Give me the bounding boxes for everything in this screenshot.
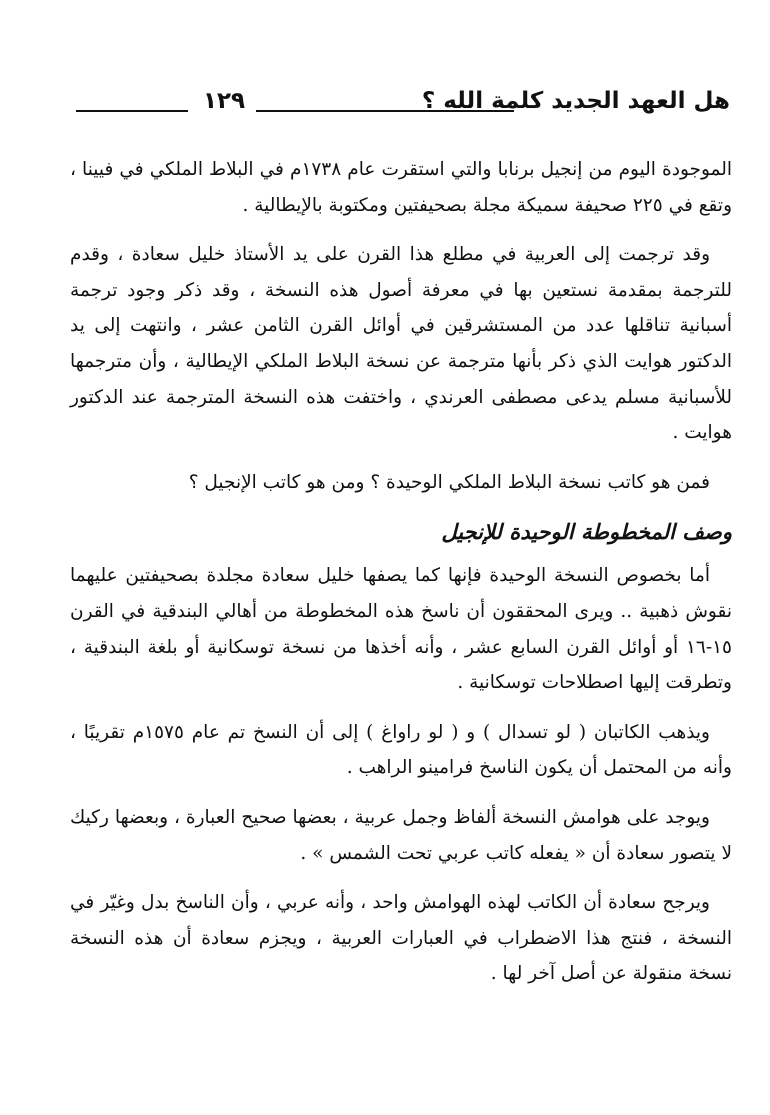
section-heading: وصف المخطوطة الوحيدة للإنجيل bbox=[441, 520, 732, 545]
header-rule-long bbox=[256, 110, 514, 112]
page-number: ١٢٩ bbox=[202, 88, 246, 114]
page-body bbox=[70, 152, 732, 1006]
paragraph-margins: ويوجد على هوامش النسخة ألفاظ وجمل عربية ، بعضها صحيح العبارة ، وبعضها ركيك لا يتصور سعادة أن « يفعله كاتب عربي تحت الشمس » . bbox=[70, 806, 732, 864]
paragraph-continuation: الموجودة اليوم من إنجيل برنابا والتي استقرت عام ١٧٣٨م في البلاط الملكي في فيينا ، وتقع في ٢٢٥ صحيفة سميكة مجلة بصحيفتين ومكتوبة بالإيطالية . bbox=[70, 159, 732, 216]
running-title: هل العهد الجديد كلمة الله ؟ bbox=[421, 88, 730, 114]
paragraph-translation: وقد ترجمت إلى العربية في مطلع هذا القرن على يد الأستاذ خليل سعادة ، وقدم للترجمة بمقدمة نستعين بها في معرفة أصول هذه النسخة ، وقد ذكر وجود ترجمة أسبانية تناقلها عدد من المستشرقين في أوائل القرن الثامن عشر ، وانتهت إلى يد الدكتور هوايت الذي ذكر بأنها مترجمة عن نسخة البلاط الملكي الإيطالية ، وأن مترجمها للأسبانية مسلم يدعى مصطفى العرندي ، واختفت هذه النسخة المترجمة عند الدكتور هوايت . bbox=[70, 244, 732, 444]
paragraph-dating: ويذهب الكاتبان ( لو تسدال ) و ( لو راواغ ) إلى أن النسخ تم عام ١٥٧٥م تقريبًا ، وأنه من المحتمل أن يكون الناسخ فرامينو الراهب . bbox=[70, 721, 732, 779]
header-rule-short bbox=[76, 110, 188, 112]
paragraph-question: فمن هو كاتب نسخة البلاط الملكي الوحيدة ؟ ومن هو كاتب الإنجيل ؟ bbox=[188, 471, 710, 493]
paragraph-conclusion: ويرجح سعادة أن الكاتب لهذه الهوامش واحد ، وأنه عربي ، وأن الناسخ بدل وغيّر في النسخة ، فنتج هذا الاضطراب في العبارات العربية ، ويجزم سعادة أن هذه النسخة نسخة منقولة عن أصل آخر لها . bbox=[70, 892, 732, 985]
paragraph-manuscript: أما بخصوص النسخة الوحيدة فإنها كما يصفها خليل سعادة مجلدة بصحيفتين عليهما نقوش ذهبية .. ويرى المحققون أن ناسخ هذه المخطوطة من أهالي البندقية في القرن ١٥-١٦ أو أوائل القرن السابع عشر ، وأنه أخذها من نسخة توسكانية أو بلغة البندقية ، وتطرقت إليها اصطلاحات توسكانية . bbox=[70, 565, 732, 694]
running-header bbox=[70, 88, 730, 128]
